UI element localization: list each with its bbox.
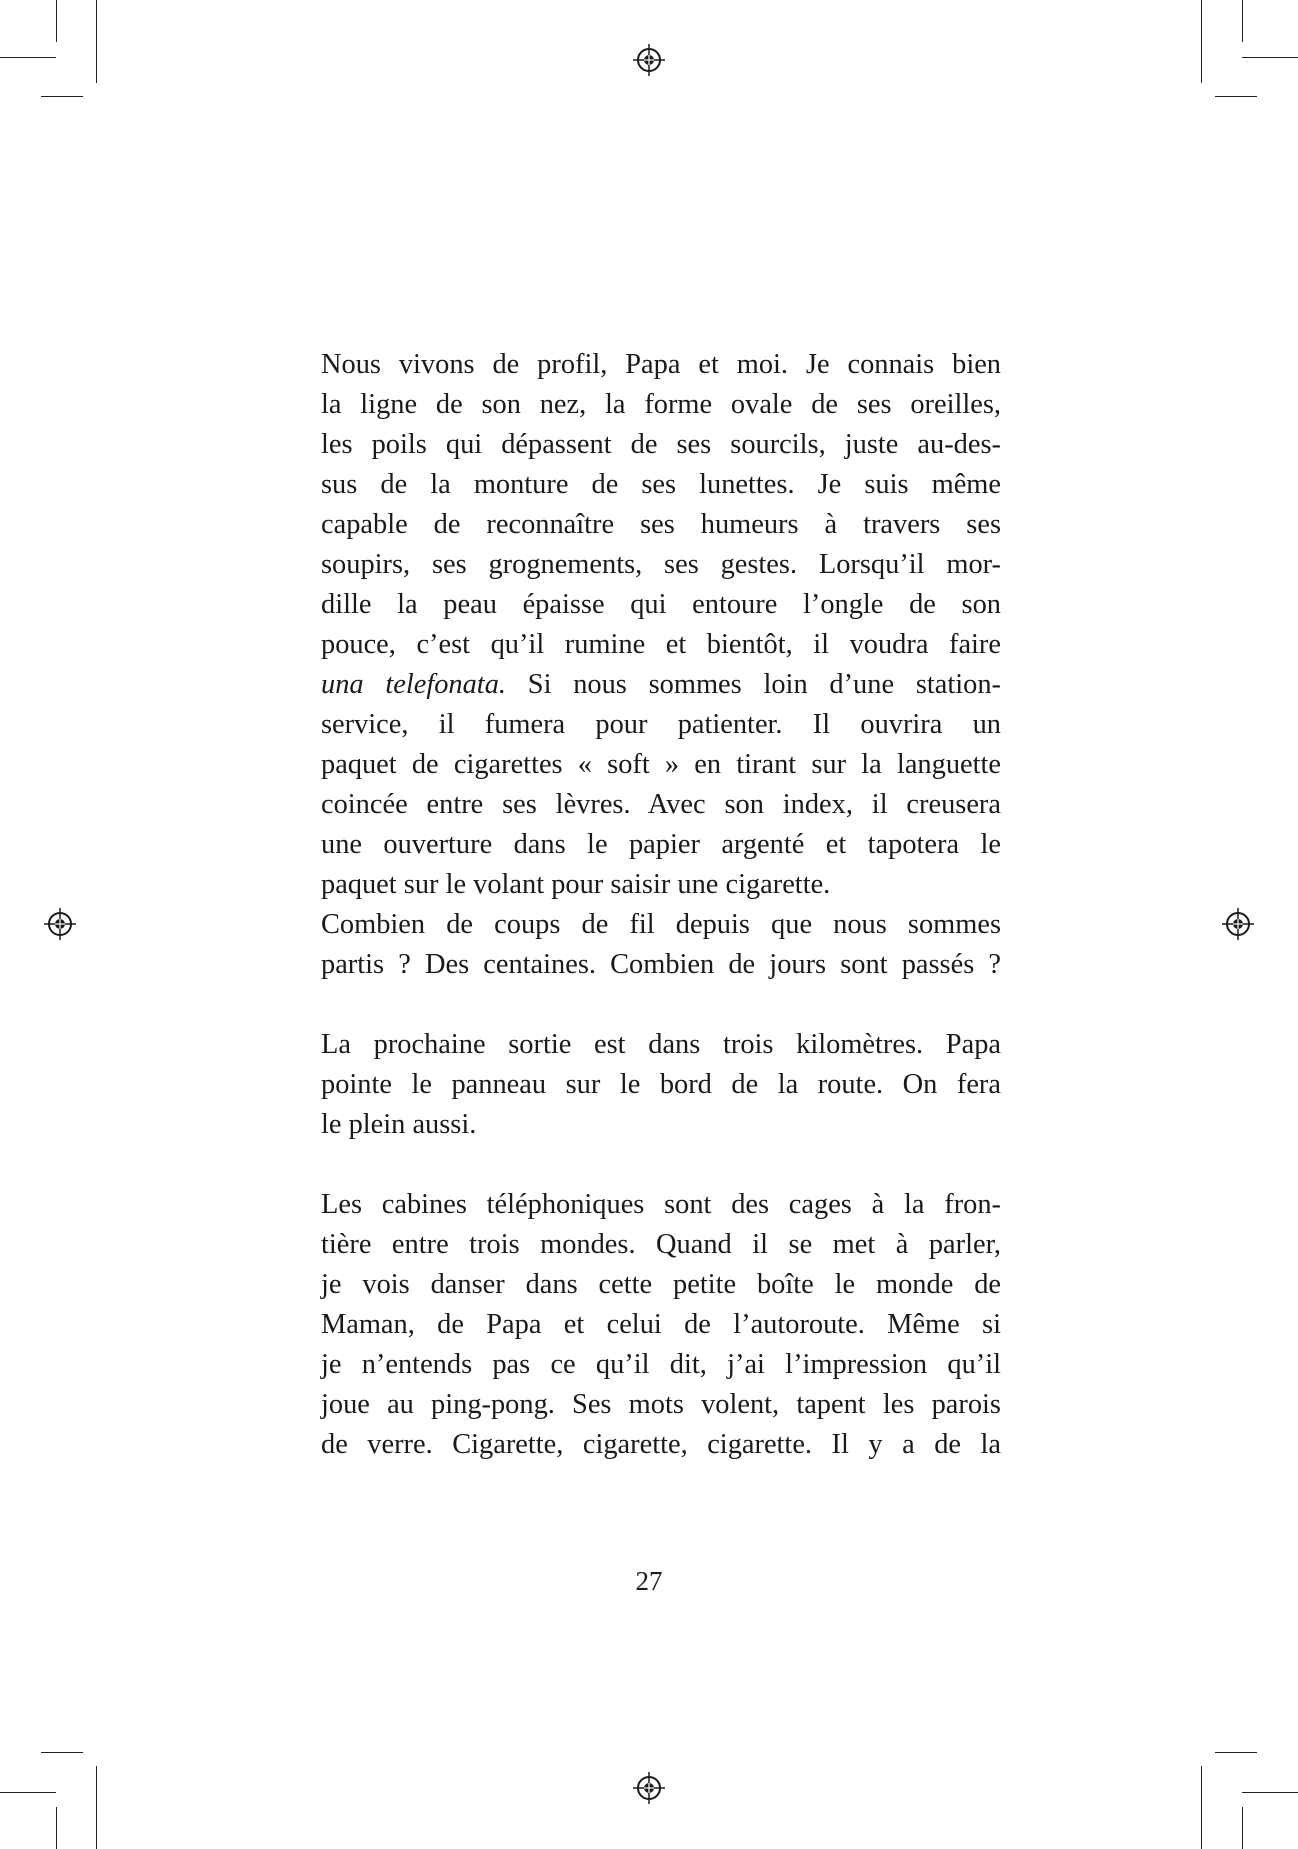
crosshair-circle-icon: [1221, 907, 1255, 941]
crop-mark: [56, 0, 57, 42]
text-line: le plein aussi.: [321, 1109, 477, 1140]
crosshair-circle-icon: [43, 907, 77, 941]
text-fragment: Si nous sommes loin d’une station-: [506, 669, 1001, 700]
text-line: je vois danser dans cette petite boîte le monde de: [321, 1269, 1001, 1300]
text-line: paquet de cigarettes « soft » en tirant sur la languette: [321, 749, 1001, 780]
crosshair-circle-icon: [632, 43, 666, 77]
text-line: Les cabines téléphoniques sont des cages à la fron-: [321, 1189, 1001, 1220]
crop-mark: [0, 57, 56, 58]
text-line: paquet sur le volant pour saisir une cigarette.: [321, 869, 831, 900]
text-line: tière entre trois mondes. Quand il se met à parler,: [321, 1229, 1001, 1260]
paragraph: [321, 1025, 1001, 1145]
crop-mark: [41, 96, 83, 97]
text-line: dille la peau épaisse qui entoure l’ongle de son: [321, 589, 1001, 620]
crop-mark: [96, 1766, 97, 1849]
crop-mark: [1242, 1807, 1243, 1849]
text-line: capable de reconnaître ses humeurs à travers ses: [321, 509, 1001, 540]
paragraph-gap: [321, 985, 1001, 1025]
crop-mark: [1215, 96, 1257, 97]
text-line: de verre. Cigarette, cigarette, cigarette. Il y a de la: [321, 1429, 1001, 1460]
crop-mark: [96, 0, 97, 83]
text-line: La prochaine sortie est dans trois kilomètres. Papa: [321, 1029, 1001, 1060]
text-line: Maman, de Papa et celui de l’autoroute. Même si: [321, 1309, 1001, 1340]
page-number: 27: [635, 1566, 663, 1596]
paragraph: [321, 1185, 1001, 1465]
text-line: la ligne de son nez, la forme ovale de ses oreilles,: [321, 389, 1001, 420]
body-text: [321, 345, 1001, 1465]
crop-mark: [56, 1807, 57, 1849]
crosshair-circle-icon: [632, 1771, 666, 1805]
crop-mark: [1242, 0, 1243, 42]
text-line: sus de la monture de ses lunettes. Je suis même: [321, 469, 1001, 500]
text-line: pointe le panneau sur le bord de la route. On fera: [321, 1069, 1001, 1100]
text-line: coincée entre ses lèvres. Avec son index, il creusera: [321, 789, 1001, 820]
text-line: une ouverture dans le papier argenté et tapotera le: [321, 829, 1001, 860]
crop-mark: [1201, 0, 1202, 83]
text-line: Combien de coups de fil depuis que nous sommes: [321, 909, 1001, 940]
paragraph: [321, 345, 1001, 985]
crop-mark: [1201, 1766, 1202, 1849]
text-line: partis ? Des centaines. Combien de jours sont passés ?: [321, 949, 1001, 980]
italic-phrase: una telefonata.: [321, 669, 506, 700]
text-line: Nous vivons de profil, Papa et moi. Je connais bien: [321, 349, 1001, 380]
text-line: joue au ping-pong. Ses mots volent, tapent les parois: [321, 1389, 1001, 1420]
paragraph-gap: [321, 1145, 1001, 1185]
text-line: je n’entends pas ce qu’il dit, j’ai l’impression qu’il: [321, 1349, 1001, 1380]
crop-mark: [1242, 57, 1298, 58]
text-line: les poils qui dépassent de ses sourcils, juste au-des-: [321, 429, 1001, 460]
text-line: [321, 665, 1001, 705]
text-line: pouce, c’est qu’il rumine et bientôt, il voudra faire: [321, 629, 1001, 660]
crop-mark: [1242, 1792, 1298, 1793]
crop-mark: [1215, 1752, 1257, 1753]
crop-mark: [41, 1752, 83, 1753]
text-line: service, il fumera pour patienter. Il ouvrira un: [321, 709, 1001, 740]
crop-mark: [0, 1792, 56, 1793]
text-line: soupirs, ses grognements, ses gestes. Lorsqu’il mor-: [321, 549, 1001, 580]
